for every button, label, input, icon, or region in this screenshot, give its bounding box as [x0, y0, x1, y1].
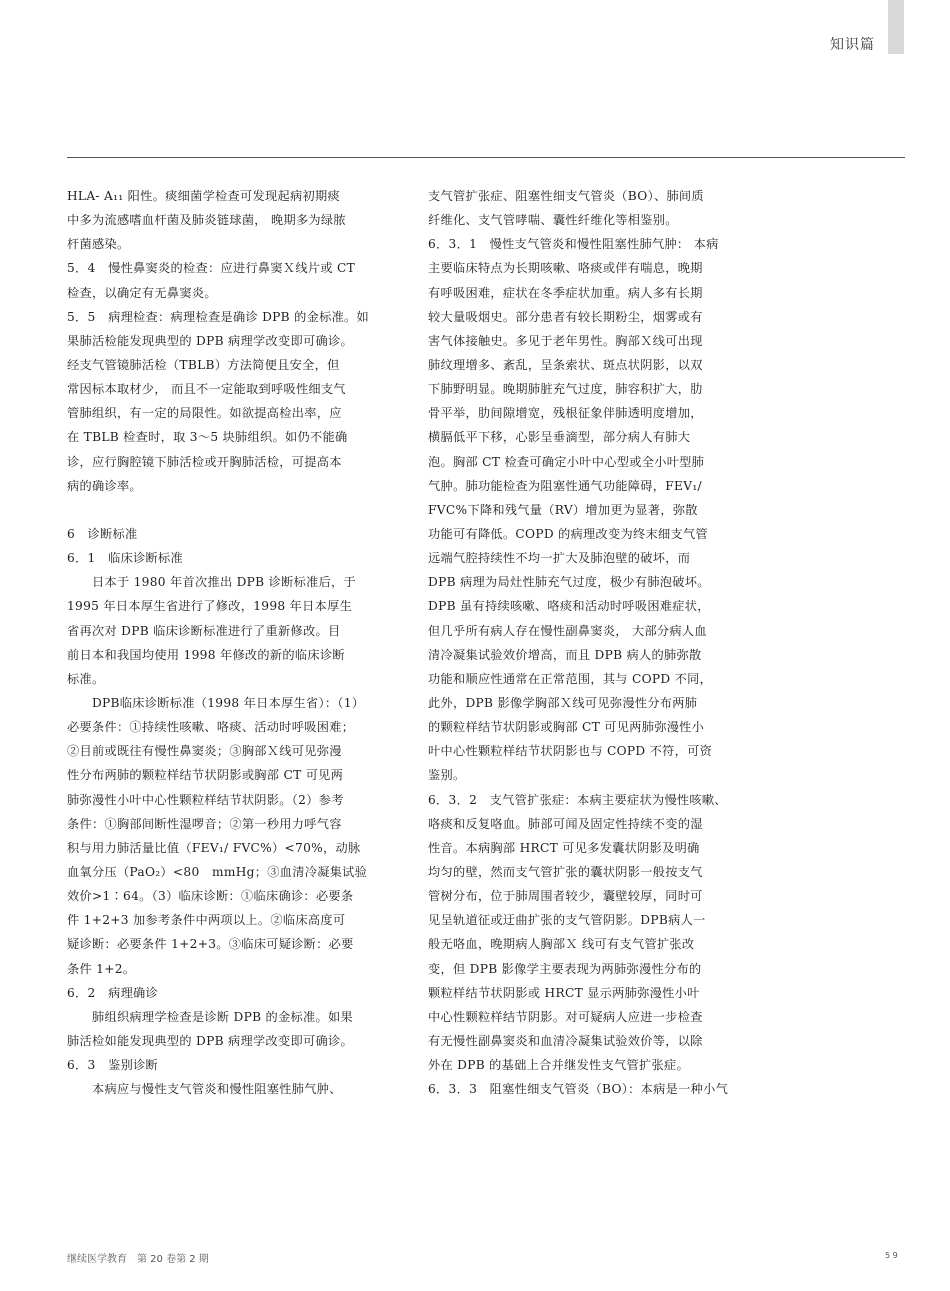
text-line: 主要临床特点为长期咳嗽、咯痰或伴有喘息，晚期 — [428, 261, 703, 276]
text-line: 有呼吸困难，症状在冬季症状加重。病人多有长期 — [428, 285, 703, 300]
page-number: 5 9 — [885, 1251, 898, 1260]
text-line: 血氧分压（PaO₂）<80 mmHg；③血清冷凝集试验 — [67, 864, 368, 879]
text-line: 害气体接触史。多见于老年男性。胸部Ｘ线可出现 — [428, 333, 703, 348]
text-line: 性音。本病胸部 HRCT 可见多发囊状阴影及明确 — [428, 840, 700, 855]
text-line: ②目前或既往有慢性鼻窦炎；③胸部Ｘ线可见弥漫 — [67, 744, 342, 759]
text-line: 功能可有降低。COPD 的病理改变为终末细支气管 — [428, 526, 708, 541]
text-line: 但几乎所有病人存在慢性副鼻窦炎， 大部分病人血 — [428, 623, 707, 638]
text-line: 般无咯血，晚期病人胸部Ｘ 线可有支气管扩张改 — [428, 937, 695, 952]
text-line: HLA- A₁₁ 阳性。痰细菌学检查可发现起病初期痰 — [67, 189, 340, 203]
text-line: 功能和顺应性通常在正常范围，其与 COPD 不同， — [428, 671, 713, 686]
text-line: 6．3．1 慢性支气管炎和慢性阻塞性肺气肿： 本病 — [428, 237, 719, 252]
section-tab-marker — [888, 0, 904, 54]
text-line: 变，但 DPB 影像学主要表现为两肺弥漫性分布的 — [428, 961, 702, 976]
text-line: 果肺活检能发现典型的 DPB 病理学改变即可确诊。 — [67, 333, 353, 348]
text-line: 条件 1+2。 — [67, 961, 136, 976]
text-line: 中心性颗粒样结节阴影。对可疑病人应进一步检查 — [428, 1009, 703, 1024]
text-line: 效价>1∶64。（3）临床诊断：①临床确诊：必要条 — [67, 889, 354, 904]
text-line: 标准。 — [67, 671, 105, 686]
text-line: 颗粒样结节状阴影或 HRCT 显示两肺弥漫性小叶 — [428, 985, 700, 1000]
text-line: 6．3 鉴别诊断 — [67, 1058, 159, 1073]
text-line: 5．5 病理检查：病理检查是确诊 DPB 的金标准。如 — [67, 309, 370, 324]
text-line: 下肺野明显。晚期肺脏充气过度，肺容积扩大，肋 — [428, 382, 703, 397]
text-line: 经支气管镜肺活检（TBLB）方法简便且安全，但 — [67, 357, 340, 372]
journal-footer: 继续医学教育 第 20 卷第 2 期 — [67, 1254, 209, 1265]
text-line: DPB 病理为局灶性肺充气过度，极少有肺泡破坏。 — [428, 575, 710, 590]
text-line: 管树分布，位于肺周围者较少，囊壁较厚，同时可 — [428, 889, 703, 904]
text-line: 6 诊断标准 — [67, 526, 138, 541]
text-line: 肺活检如能发现典型的 DPB 病理学改变即可确诊。 — [67, 1033, 353, 1048]
text-line: 5．4 慢性鼻窦炎的检查：应进行鼻窦Ｘ线片或 CT — [67, 261, 356, 276]
text-line: 有无慢性副鼻窦炎和血清冷凝集试验效价等，以除 — [428, 1033, 703, 1048]
text-line: 清冷凝集试验效价增高，而且 DPB 病人的肺弥散 — [428, 647, 702, 662]
text-line: 件 1+2+3 加参考条件中两项以上。②临床高度可 — [67, 913, 346, 928]
text-line: 6．3．3 阻塞性细支气管炎（BO）：本病是一种小气 — [428, 1082, 729, 1097]
text-line: 积与用力肺活量比值（FEV₁/ FVC%）<70%，动脉 — [67, 840, 361, 855]
text-line: 肺组织病理学检查是诊断 DPB 的金标准。如果 — [67, 1009, 353, 1024]
text-line: 叶中心性颗粒样结节状阴影也与 COPD 不符，可资 — [428, 744, 713, 759]
text-line: 常因标本取材少， 而且不一定能取到呼吸性细支气 — [67, 382, 346, 397]
text-line: 纤维化、支气管哮喘、囊性纤维化等相鉴别。 — [428, 213, 678, 228]
text-line: 性分布两肺的颗粒样结节状阴影或胸部 CT 可见两 — [67, 768, 344, 783]
text-line: 必要条件：①持续性咳嗽、咯痰、活动时呼吸困难； — [67, 720, 355, 735]
text-line: 气肿。肺功能检查为阻塞性通气功能障碍，FEV₁/ — [428, 478, 702, 493]
text-line: 检查，以确定有无鼻窦炎。 — [67, 285, 217, 300]
text-line: 本病应与慢性支气管炎和慢性阻塞性肺气肿、 — [67, 1082, 342, 1097]
text-line: 骨平举，肋间隙增宽，残根征象伴肺透明度增加， — [428, 406, 703, 421]
text-line: 均匀的壁，然而支气管扩张的囊状阴影一般按支气 — [428, 864, 703, 879]
text-line: 的颗粒样结节状阴影或胸部 CT 可见两肺弥漫性小 — [428, 720, 705, 735]
text-line: 咯痰和反复咯血。肺部可闻及固定性持续不变的湿 — [428, 816, 703, 831]
text-line: 诊，应行胸腔镜下肺活检或开胸肺活检，可提高本 — [67, 454, 342, 469]
text-line: 较大量吸烟史。部分患者有较长期粉尘，烟雾或有 — [428, 309, 703, 324]
text-line: 病的确诊率。 — [67, 478, 142, 493]
text-line: 管肺组织，有一定的局限性。如欲提高检出率，应 — [67, 406, 342, 421]
text-line: 1995 年日本厚生省进行了修改，1998 年日本厚生 — [67, 599, 353, 614]
text-line: 泡。胸部 CT 检查可确定小叶中心型或全小叶型肺 — [428, 454, 705, 469]
section-label: 知识篇 — [830, 37, 875, 53]
text-line: 横膈低平下移，心影呈垂滴型，部分病人有肺大 — [428, 430, 691, 445]
text-line: 支气管扩张症、阻塞性细支气管炎（BO）、肺间质 — [428, 189, 704, 203]
text-line: 疑诊断：必要条件 1+2+3。③临床可疑诊断：必要 — [67, 937, 354, 952]
text-line — [67, 498, 407, 522]
text-line: 6．3．2 支气管扩张症：本病主要症状为慢性咳嗽、 — [428, 792, 727, 807]
text-line: 省再次对 DPB 临床诊断标准进行了重新修改。目 — [67, 623, 341, 638]
text-line: 中多为流感嗜血杆菌及肺炎链球菌， 晚期多为绿脓 — [67, 213, 346, 228]
text-line: 前日本和我国均使用 1998 年修改的新的临床诊断 — [67, 647, 345, 662]
right-text-column — [428, 184, 768, 1101]
text-line: FVC%下降和残气量（RV）增加更为显著，弥散 — [428, 502, 698, 517]
text-line: 杆菌感染。 — [67, 237, 130, 252]
text-line: 肺纹理增多、紊乱，呈条索状、斑点状阴影，以双 — [428, 357, 703, 372]
text-line: 条件：①胸部间断性湿啰音；②第一秒用力呼气容 — [67, 816, 342, 831]
text-line: DPB 虽有持续咳嗽、咯痰和活动时呼吸困难症状， — [428, 599, 710, 614]
text-line: 此外，DPB 影像学胸部Ｘ线可见弥漫性分布两肺 — [428, 695, 698, 710]
text-line: 6．1 临床诊断标准 — [67, 551, 184, 566]
text-line: 6．2 病理确诊 — [67, 985, 159, 1000]
text-line: DPB临床诊断标准（1998 年日本厚生省）：（1） — [67, 695, 365, 710]
text-line: 在 TBLB 检查时，取 3～5 块肺组织。如仍不能确 — [67, 430, 348, 445]
text-line: 日本于 1980 年首次推出 DPB 诊断标准后，于 — [67, 575, 357, 590]
text-line: 外在 DPB 的基础上合并继发性支气管扩张症。 — [428, 1058, 689, 1073]
text-line: 肺弥漫性小叶中心性颗粒样结节状阴影。（2）参考 — [67, 792, 344, 807]
text-line: 见呈轨道征或迂曲扩张的支气管阴影。DPB病人一 — [428, 913, 706, 928]
text-line: 远端气腔持续性不均一扩大及肺泡壁的破坏，而 — [428, 551, 691, 566]
left-text-column — [67, 184, 407, 1101]
text-line: 鉴别。 — [428, 768, 466, 783]
header-rule — [67, 157, 905, 158]
